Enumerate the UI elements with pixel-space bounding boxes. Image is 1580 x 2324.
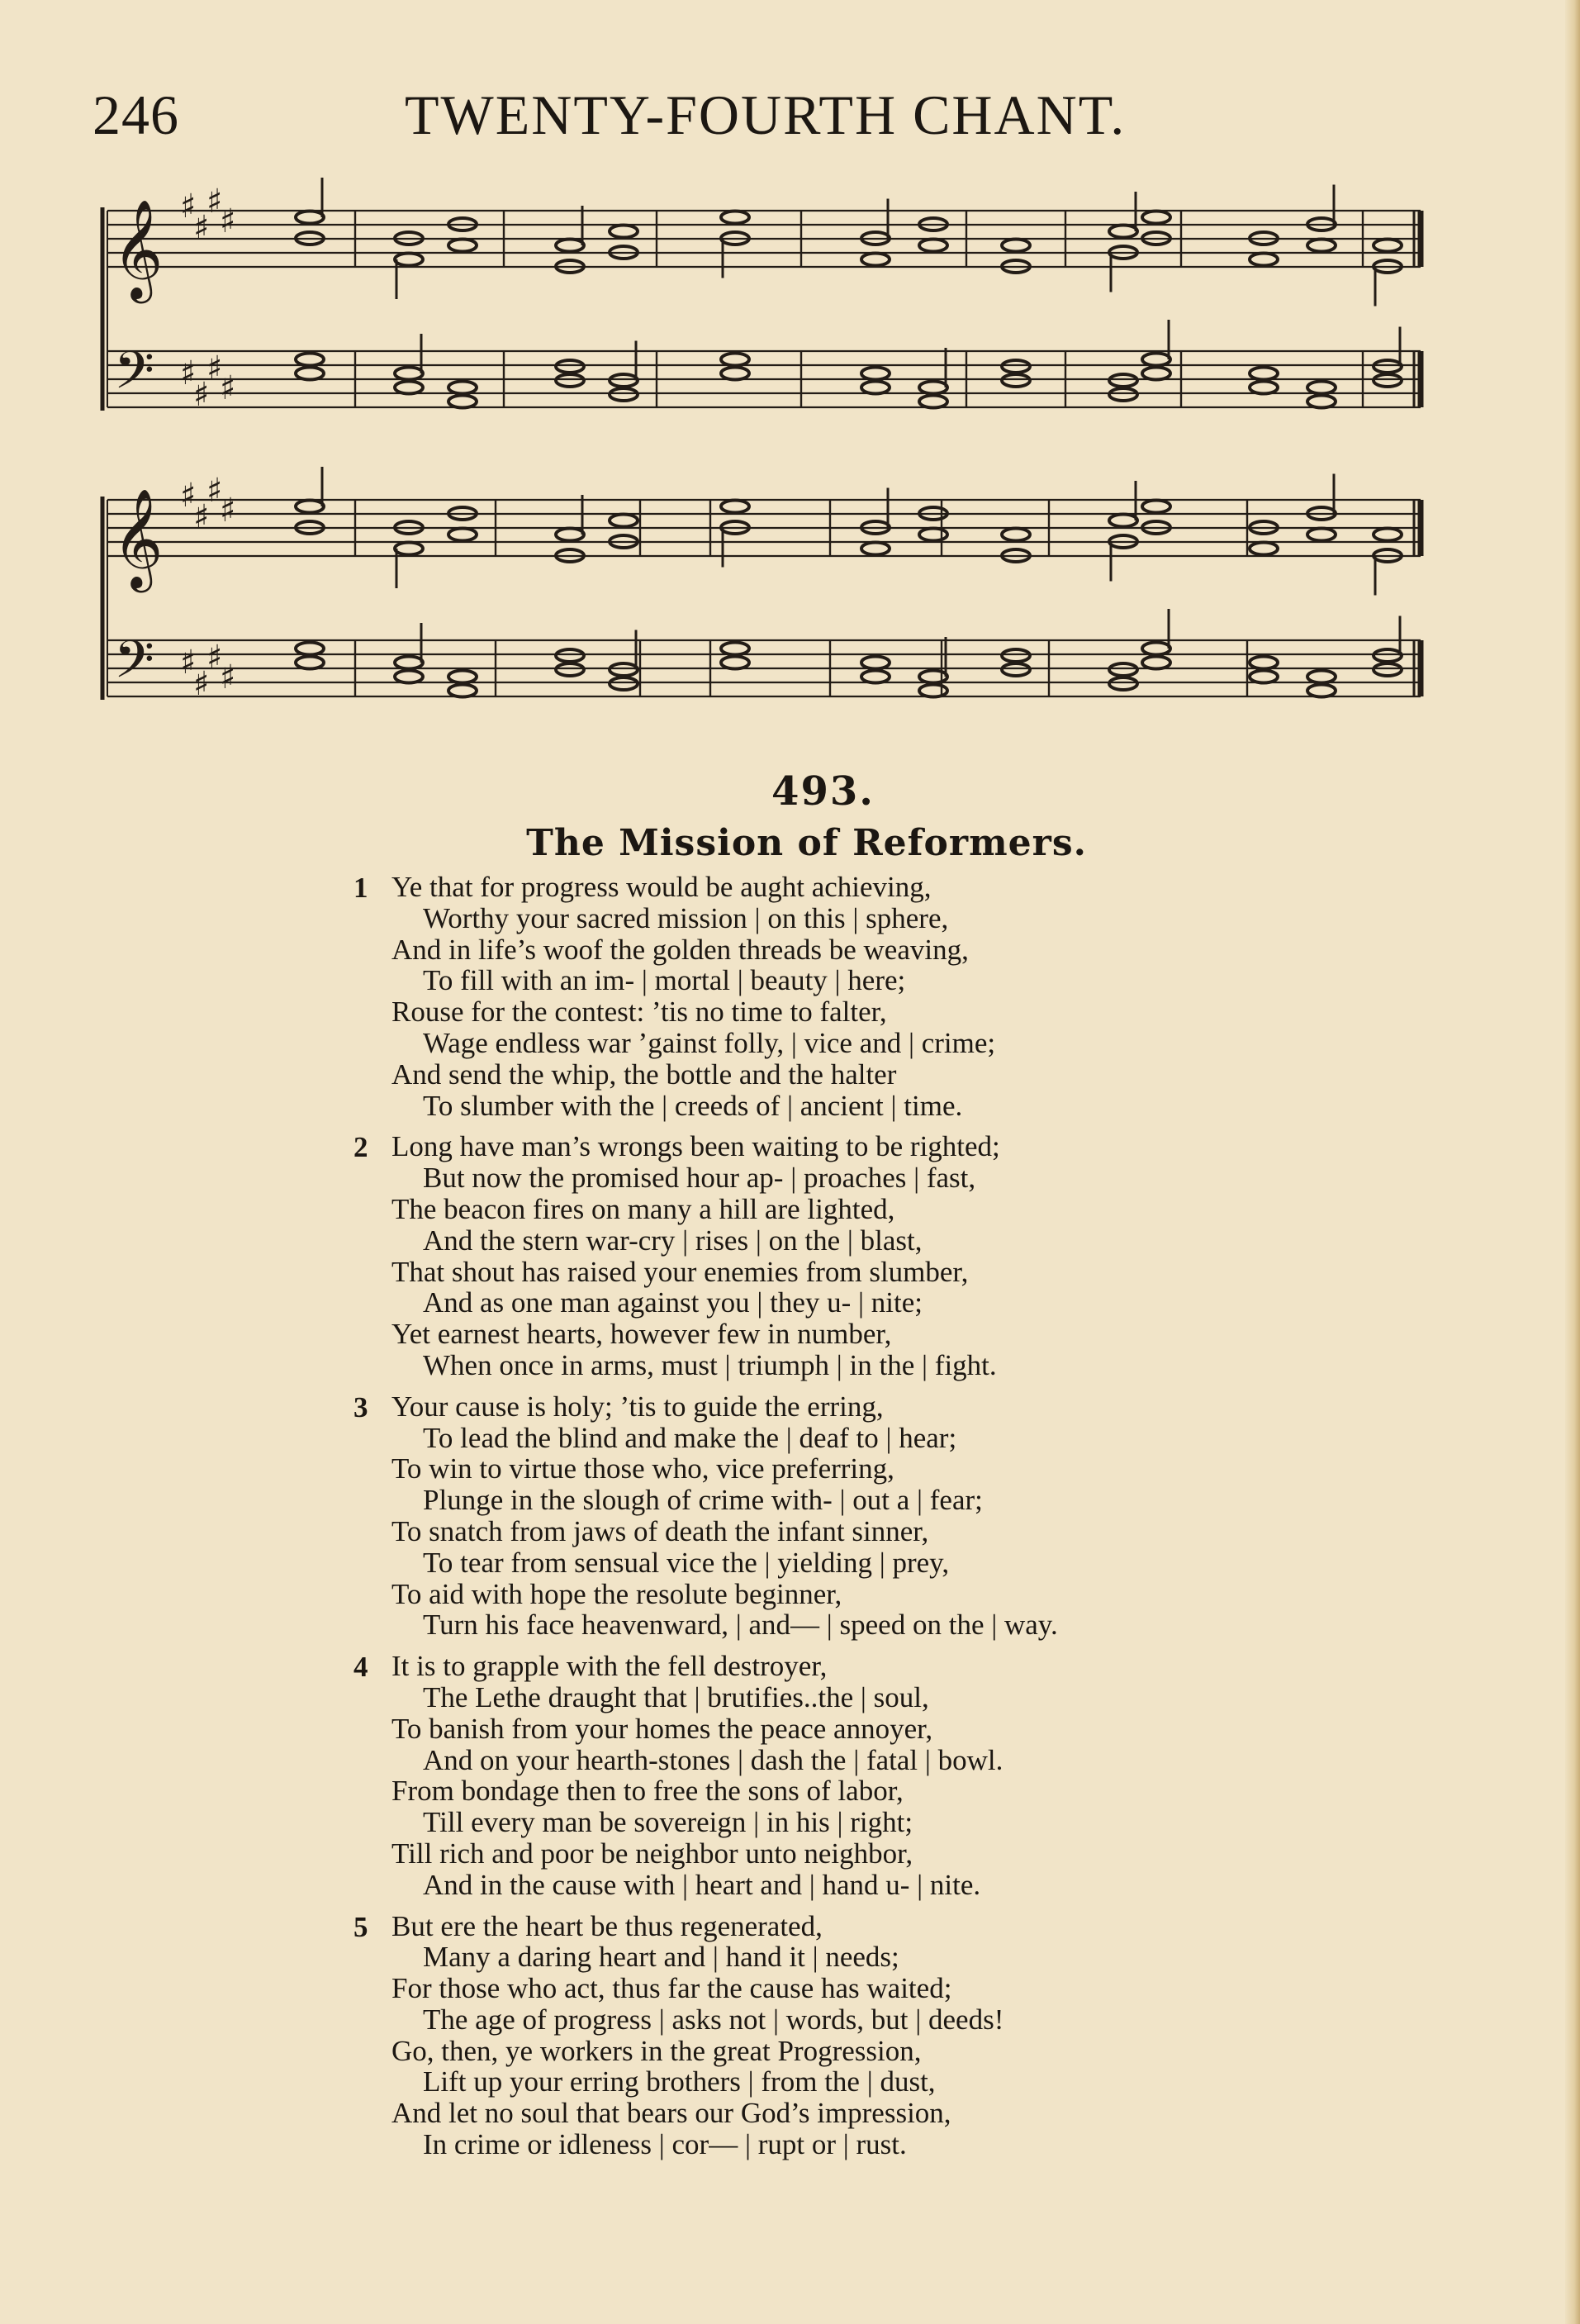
key-sharp: ♯ [206, 472, 223, 510]
note-head [1109, 374, 1137, 387]
verse-line: And the stern war-cry | rises | on the | blast, [423, 1224, 923, 1257]
note-head [610, 226, 638, 238]
note-head [610, 374, 638, 387]
key-sharp: ♯ [220, 492, 236, 530]
stanza-4 [355, 1651, 1313, 1900]
stanza-3 [355, 1391, 1313, 1641]
note-head [1002, 240, 1030, 252]
verse-line: From bondage then to free the sons of labor, [391, 1775, 904, 1808]
verse-line: Till rich and poor be neighbor unto neighbor, [391, 1837, 913, 1870]
note-head [296, 657, 324, 669]
music-score-svg [83, 178, 1454, 459]
note-head [861, 368, 890, 380]
verse-line: In crime or idleness | cor— | rupt or | rust. [423, 2128, 907, 2161]
note-head [861, 657, 890, 669]
verse-line: Rouse for the contest: ’tis no time to falter, [391, 996, 887, 1029]
stanza-5 [355, 1911, 1313, 2160]
note-head [919, 396, 947, 408]
key-sharp: ♯ [206, 349, 223, 387]
note-head [1374, 663, 1402, 676]
note-head [1250, 671, 1278, 683]
note-head [1142, 657, 1170, 669]
note-head [1374, 374, 1402, 387]
verse-line: But ere the heart be thus regenerated, [391, 1909, 823, 1942]
note-head [1142, 501, 1170, 513]
verse-line: And in life’s woof the golden threads be weaving, [391, 933, 969, 966]
note-head [1142, 354, 1170, 366]
verse-line: Lift up your erring brothers | from the | dust, [423, 2065, 936, 2098]
note-head [1374, 360, 1402, 373]
bass-clef: 𝄢 [114, 340, 154, 413]
page-edge [1565, 0, 1580, 2324]
note-head [919, 685, 947, 697]
note-head [721, 643, 749, 655]
note-head [919, 382, 947, 394]
key-sharp: ♯ [206, 639, 223, 677]
verse-line: It is to grapple with the fell destroyer, [391, 1650, 828, 1683]
treble-clef: 𝄞 [112, 198, 164, 299]
verse-line: Many a daring heart and | hand it | needs; [423, 1941, 899, 1974]
note-head [1307, 529, 1336, 541]
music-system-2 [83, 467, 1454, 748]
verse-line: For those who act, thus far the cause has waited; [391, 1972, 952, 2005]
page-number: 246 [93, 83, 179, 146]
note-head [556, 374, 584, 387]
note-head [1307, 396, 1336, 408]
note-head [610, 515, 638, 527]
note-head [556, 360, 584, 373]
key-sharp: ♯ [220, 658, 236, 696]
note-head [721, 368, 749, 380]
note-head [1250, 254, 1278, 266]
note-head [395, 671, 423, 683]
hymn-title: The Mission of Reformers. [526, 822, 1087, 864]
note-head [1250, 382, 1278, 394]
verse-line: Wage endless war ’gainst folly, | vice and | crime; [423, 1026, 996, 1059]
stanza-2 [355, 1131, 1313, 1381]
note-head [919, 240, 947, 252]
note-head [919, 529, 947, 541]
verse-line: Long have man’s wrongs been waiting to be righted; [391, 1130, 1000, 1163]
note-head [448, 529, 477, 541]
bass-clef: 𝄢 [114, 629, 154, 702]
note-head [1142, 211, 1170, 224]
note-head [610, 388, 638, 401]
note-head [296, 354, 324, 366]
verse-line: Plunge in the slough of crime with- | out a | fear; [423, 1484, 983, 1517]
verse-line: The age of progress | asks not | words, but | deeds! [423, 2003, 1004, 2036]
verse-line: The Lethe draught that | brutifies..the | soul, [423, 1680, 929, 1713]
note-head [1002, 529, 1030, 541]
key-sharp: ♯ [206, 183, 223, 221]
note-head [1142, 368, 1170, 380]
key-sharp: ♯ [193, 376, 210, 414]
note-head [448, 240, 477, 252]
verse-line: The beacon fires on many a hill are lighted, [391, 1192, 895, 1225]
page-header [0, 83, 1580, 157]
note-head [610, 663, 638, 676]
stanza-number: 5 [353, 1910, 368, 1943]
stanza-number: 3 [353, 1390, 368, 1423]
verse-line: To win to virtue those who, vice preferring, [391, 1452, 894, 1485]
key-sharp: ♯ [193, 665, 210, 703]
verse-line: To lead the blind and make the | deaf to | hear; [423, 1421, 957, 1454]
note-head [721, 211, 749, 224]
note-head [448, 396, 477, 408]
verse-line: And in the cause with | heart and | hand u- | nite. [423, 1868, 981, 1901]
note-head [1142, 643, 1170, 655]
note-head [296, 501, 324, 513]
hymn-verses [355, 872, 1313, 2170]
key-sharp: ♯ [180, 188, 197, 226]
note-head [556, 529, 584, 541]
verse-line: When once in arms, must | triumph | in the | fight. [423, 1348, 997, 1381]
note-head [1374, 649, 1402, 662]
verse-line: To slumber with the | creeds of | ancient | time. [423, 1089, 963, 1122]
note-head [1250, 657, 1278, 669]
verse-line: Worthy your sacred mission | on this | sphere, [423, 901, 949, 934]
treble-clef: 𝄞 [112, 487, 164, 588]
note-head [1109, 515, 1137, 527]
note-head [1002, 374, 1030, 387]
verse-line: Turn his face heavenward, | and— | speed on the | way. [423, 1609, 1058, 1642]
note-head [1002, 360, 1030, 373]
note-head [1109, 663, 1137, 676]
note-head [721, 354, 749, 366]
music-score-svg [83, 467, 1454, 748]
verse-line: Till every man be sovereign | in his | right; [423, 1806, 913, 1839]
note-head [721, 657, 749, 669]
verse-line: Go, then, ye workers in the great Progression, [391, 2034, 922, 2067]
verse-line: To fill with an im- | mortal | beauty | here; [423, 964, 906, 997]
hymn-number: 493. [771, 768, 875, 815]
verse-line: Ye that for progress would be aught achieving, [391, 871, 932, 903]
key-sharp: ♯ [220, 369, 236, 407]
note-head [1109, 388, 1137, 401]
note-head [395, 657, 423, 669]
stanza-number: 1 [353, 872, 368, 904]
note-head [1002, 663, 1030, 676]
note-head [556, 240, 584, 252]
verse-line: And on your hearth-stones | dash the | fatal | bowl. [423, 1743, 1004, 1776]
note-head [861, 671, 890, 683]
note-head [395, 543, 423, 555]
note-head [1002, 649, 1030, 662]
note-head [721, 501, 749, 513]
note-head [556, 663, 584, 676]
note-head [296, 643, 324, 655]
verse-line: To tear from sensual vice the | yielding | prey, [423, 1546, 950, 1579]
key-sharp: ♯ [193, 498, 210, 536]
note-head [861, 382, 890, 394]
note-head [448, 382, 477, 394]
note-head [861, 254, 890, 266]
note-head [395, 368, 423, 380]
key-sharp: ♯ [193, 209, 210, 247]
stanza-1 [355, 872, 1313, 1121]
key-sharp: ♯ [180, 644, 197, 682]
note-head [1250, 543, 1278, 555]
key-sharp: ♯ [220, 202, 236, 240]
note-head [861, 543, 890, 555]
stanza-number: 4 [353, 1651, 368, 1684]
note-head [556, 649, 584, 662]
verse-line: To aid with hope the resolute beginner, [391, 1577, 842, 1610]
running-title: TWENTY-FOURTH CHANT. [405, 83, 1127, 146]
note-head [395, 254, 423, 266]
note-head [1374, 240, 1402, 252]
music-system-1 [83, 178, 1454, 459]
note-head [919, 671, 947, 683]
stanza-number: 2 [353, 1131, 368, 1164]
note-head [1374, 529, 1402, 541]
note-head [448, 685, 477, 697]
note-head [1109, 677, 1137, 690]
verse-line: Your cause is holy; ’tis to guide the erring, [391, 1390, 884, 1423]
note-head [1307, 240, 1336, 252]
key-sharp: ♯ [180, 477, 197, 515]
note-head [296, 211, 324, 224]
note-head [448, 671, 477, 683]
note-head [610, 677, 638, 690]
note-head [1250, 368, 1278, 380]
note-head [1109, 226, 1137, 238]
verse-line: But now the promised hour ap- | proaches | fast, [423, 1162, 976, 1195]
note-head [1307, 382, 1336, 394]
verse-line: That shout has raised your enemies from slumber, [391, 1255, 969, 1288]
verse-line: Yet earnest hearts, however few in number, [391, 1318, 892, 1351]
verse-line: And let no soul that bears our God’s impression, [391, 2097, 951, 2130]
verse-line: To banish from your homes the peace annoyer, [391, 1712, 933, 1745]
note-head [1307, 671, 1336, 683]
key-sharp: ♯ [180, 354, 197, 392]
note-head [296, 368, 324, 380]
verse-line: To snatch from jaws of death the infant sinner, [391, 1514, 929, 1547]
verse-line: And as one man against you | they u- | nite; [423, 1286, 923, 1319]
note-head [395, 382, 423, 394]
verse-line: And send the whip, the bottle and the halter [391, 1057, 897, 1091]
note-head [1307, 685, 1336, 697]
